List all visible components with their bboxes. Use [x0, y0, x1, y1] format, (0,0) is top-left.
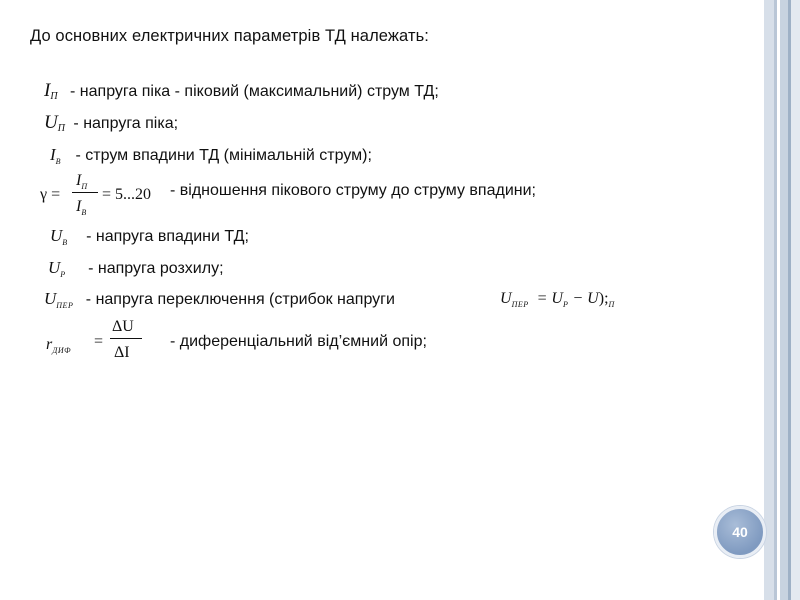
edge-decoration	[791, 0, 800, 600]
symbol-sub: П	[50, 91, 58, 102]
param-text: - напруга піка;	[73, 115, 179, 132]
gamma-rhs: = 5...20	[102, 186, 152, 203]
param-text: - напруга розхилу;	[88, 260, 224, 277]
param-peak-current	[44, 80, 439, 102]
param-valley-voltage	[50, 226, 249, 246]
gamma-lhs: γ =	[40, 186, 61, 203]
param-valley-current	[50, 145, 372, 165]
param-rdif-text: - диференціальний від’ємний опір;	[170, 333, 427, 350]
symbol-sub: П	[57, 123, 65, 134]
slide-heading: До основних електричних параметрів ТД належать:	[30, 27, 429, 45]
switching-formula: $U_{ПЕР} = U_Р$ − $U);_П$	[500, 290, 615, 309]
rdif-symbol: $r_{ДИФ}$	[46, 336, 72, 355]
symbol-sub: В	[55, 157, 62, 166]
param-switching-voltage	[44, 289, 395, 309]
page-number-badge: 40	[714, 506, 766, 558]
rdif-fraction-bar	[110, 338, 142, 339]
edge-decoration	[764, 0, 774, 600]
param-text: - напруга піка - піковий (максимальний) струм ТД;	[70, 83, 439, 100]
symbol: U	[44, 289, 57, 308]
symbol-sub: ПЕР	[56, 301, 74, 310]
gamma-numerator: $I_П$	[76, 172, 88, 191]
param-text: - струм впадини ТД (мінімальній струм);	[75, 147, 372, 164]
symbol: U	[48, 258, 61, 277]
symbol: U	[44, 112, 58, 133]
gamma-fraction-bar	[72, 192, 98, 193]
param-gamma-text: - відношення пікового струму до струму впадини;	[170, 182, 536, 199]
rdif-denominator: ΔI	[114, 344, 130, 361]
gamma-denominator: $I_В$	[76, 198, 87, 217]
param-swing-voltage	[48, 258, 224, 278]
rdif-equals: =	[94, 333, 104, 350]
edge-decoration	[780, 0, 788, 600]
symbol: U	[50, 226, 63, 245]
rdif-numerator: ΔU	[112, 318, 134, 335]
param-peak-voltage	[44, 112, 178, 134]
symbol: I	[44, 80, 51, 101]
symbol-sub: Р	[60, 270, 66, 279]
param-text: - напруга переключення (стрибок напруги	[85, 291, 395, 308]
symbol: I	[50, 145, 56, 164]
param-text: - напруга впадини ТД;	[86, 228, 249, 245]
symbol-sub: В	[62, 238, 68, 247]
